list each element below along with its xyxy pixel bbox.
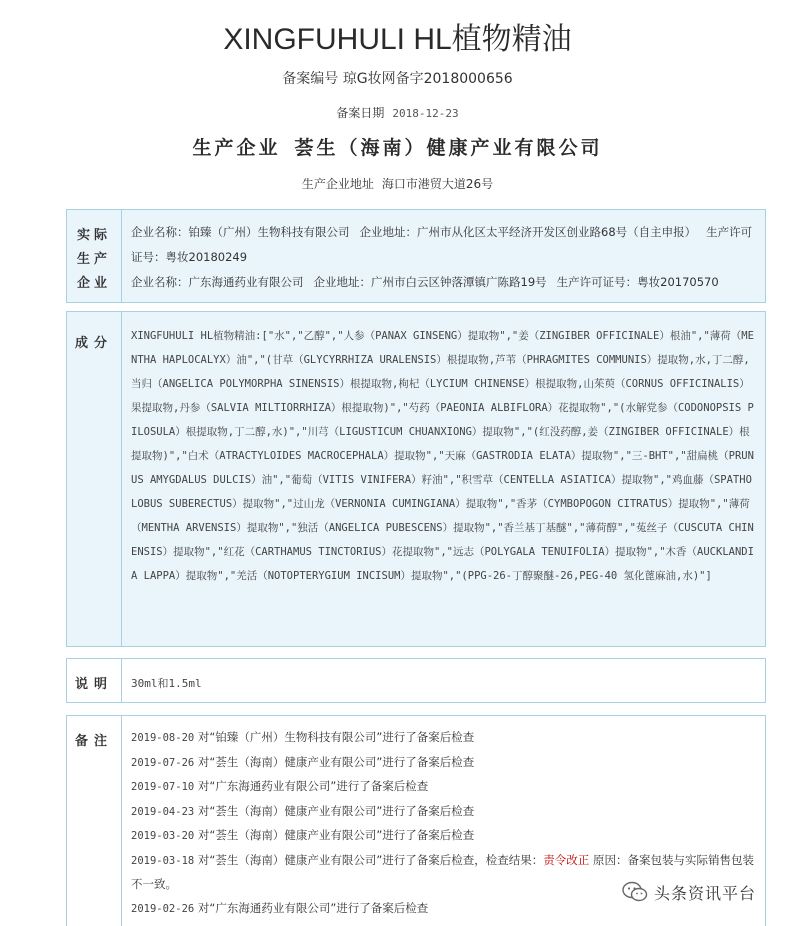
actual-producers-label-line: 实际 [76,228,111,243]
product-title: XINGFUHULI HL植物精油 [223,23,572,56]
note-text: 对“荟生（海南）健康产业有限公司”进行了备案后检查，检查结果： [197,852,544,867]
notes-label: 备注 [67,716,122,926]
note-date: 2019-07-10 [131,781,195,793]
note-text: 对“广东海通药业有限公司”进行了备案后检查 [197,779,429,793]
actual-producer-license: 生产许可证号：粤妆20170570 [556,275,719,289]
registration-number-line [0,68,795,88]
registration-number-label: 备案编号 [282,71,339,87]
actual-producer-name: 企业名称：广东海通药业有限公司 [131,275,304,289]
note-item [131,726,757,751]
producer-name: 荟生（海南）健康产业有限公司 [294,137,603,159]
actual-producer-address: 企业地址：广州市白云区钟落潭镇广陈路19号 [313,275,547,289]
note-item [131,751,757,776]
note-item [131,800,757,825]
description-text: 30ml和1.5ml [131,677,202,690]
actual-producers-section [66,209,766,303]
producer-address: 海口市港贸大道26号 [381,177,494,191]
actual-producers-label [67,210,122,302]
note-date: 2019-07-26 [131,756,195,769]
description-label: 说明 [67,659,122,702]
actual-producer-entry [131,220,757,270]
actual-producers-label-line: 生产 [76,252,111,267]
wechat-icon [622,881,648,903]
description-section [66,658,766,703]
note-item [131,824,757,849]
actual-producers-label-line: 企业 [76,276,111,291]
ingredients-text: XINGFUHULI HL植物精油:["水","乙醇","人参（PANAX GINSENG）提取物","姜（ZINGIBER OFFICINALE）根油","薄荷（MENTHA HAPLOCALYX）油","(甘草（GLYCYRRHIZA URALENSIS）根提取物,芦苇（PHRAGMITES COMMUNIS）提取物,水,丁二醇,当归（ANGELICA POLYMORPHA SINENSIS）根提取物,枸杞（LYCIUM CHINENSE）根提取物,山茱萸（CORNUS OFFICINALIS）果提取物,丹参（SALVIA MILTIORRHIZA）根提取物)","芍药（PAEONIA ALBIFLORA）花提取物","(水解党参（CODONOPSIS PILOSULA）根提取物,丁二醇,水)","川芎（LIGUSTICUM CHUANXIONG）提取物","(红没药醇,姜（ZINGIBER OFFICINALE）根提取物)","白术（ATRACTYLOIDES MACROCEPHALA）提取物","天麻（GASTRODIA ELATA）提取物","三-BHT","甜扁桃（PRUNUS AMYGDALUS DULCIS）油","葡萄（VITIS VINIFERA）籽油","积雪草（CENTELLA ASIATICA）提取物","鸡血藤（SPATHOLOBUS SUBERECTUS）提取物","过山龙（VERNONIA CUMINGIANA）提取物","香茅（CYMBOPOGON CITRATUS）提取物","薄荷（MENTHA ARVENSIS）提取物","独活（ANGELICA PUBESCENS）提取物","香兰基丁基醚","薄荷醇","菟丝子（CUSCUTA CHINENSIS）提取物","红花（CARTHAMUS TINCTORIUS）花提取物","远志（POLYGALA TENUIFOLIA）提取物","木香（AUCKLANDIA LAPPA）提取物","羌活（NOTOPTERYGIUM INCISUM）提取物","(PPG-26-丁醇聚醚-26,PEG-40 氢化蓖麻油,水)"] [131,330,754,582]
producer-label: 生产企业 [192,137,281,159]
note-reason: 原因：备案包装与实际销售包装不一致。 [131,852,754,891]
watermark [622,877,756,907]
note-item [131,775,757,800]
note-date: 2019-02-26 [131,902,195,915]
actual-producer-address: 企业地址：广州市从化区太平经济开发区创业路68号（自主申报） [359,225,697,239]
producer-address-label: 生产企业地址 [301,177,374,191]
note-penalty: 责令改正 [543,852,590,867]
actual-producer-name: 企业名称：铂臻（广州）生物科技有限公司 [131,225,350,239]
actual-producers-list [131,210,757,302]
registration-date-label: 备案日期 [336,106,385,120]
ingredients-section [66,311,766,647]
producer-address-line [0,175,795,192]
producer-line [0,133,795,160]
note-text: 对“荟生（海南）健康产业有限公司”进行了备案后检查 [197,754,475,769]
registration-date: 2018-12-23 [392,107,459,120]
note-text: 对“铂臻（广州）生物科技有限公司”进行了备案后检查 [197,730,475,744]
note-date: 2019-04-23 [131,805,195,818]
ingredients-label: 成分 [67,312,122,646]
actual-producer-entry [131,270,757,295]
registration-number: 琼G妆网备字2018000656 [342,71,513,87]
note-date: 2019-08-20 [131,732,195,744]
registration-date-line [0,104,795,121]
watermark-text: 头条资讯平台 [654,883,757,903]
note-text: 对“荟生（海南）健康产业有限公司”进行了备案后检查 [197,803,475,818]
actual-producer-license: 生产许可证号：粤妆20180249 [131,225,753,264]
note-text: 对“广东海通药业有限公司”进行了备案后检查 [197,900,429,915]
note-date: 2019-03-18 [131,854,195,867]
note-text: 对“荟生（海南）健康产业有限公司”进行了备案后检查 [197,828,475,842]
note-date: 2019-03-20 [131,830,195,842]
